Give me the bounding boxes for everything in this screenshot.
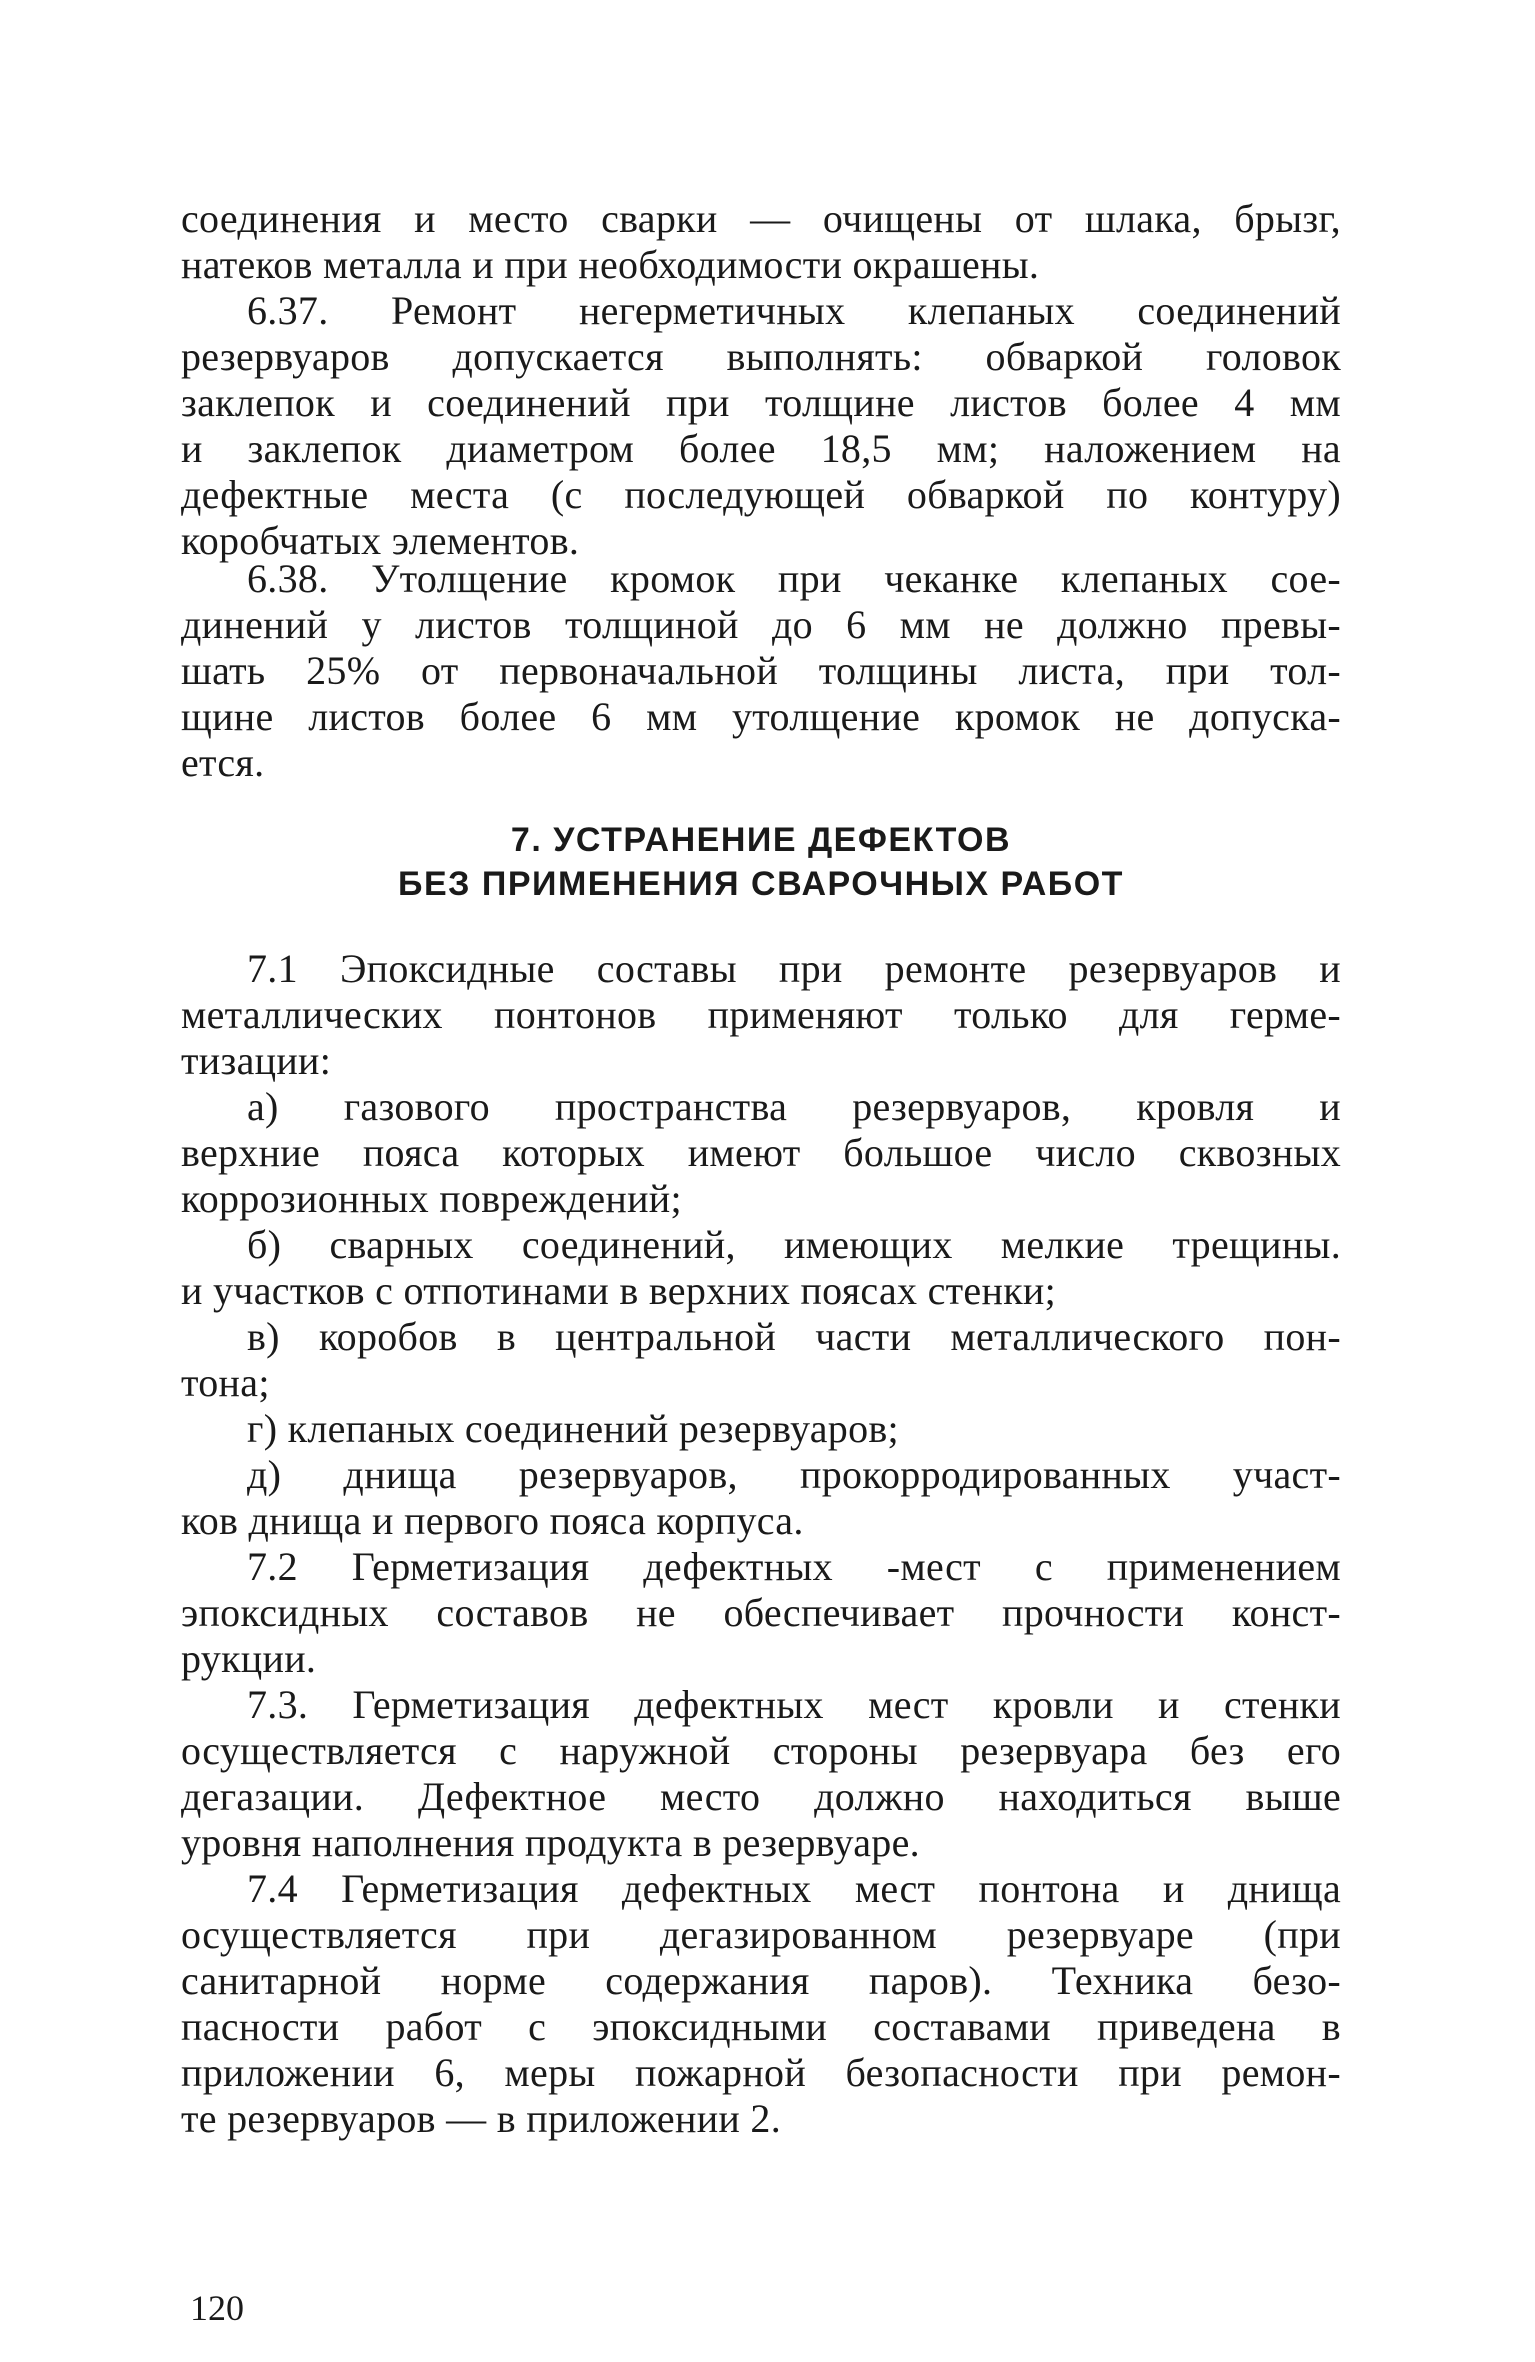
list-item-g <box>181 1406 1341 1452</box>
list-item-a <box>181 1084 1341 1222</box>
text-line: осуществляется с наружной стороны резервуара без его <box>181 1728 1341 1773</box>
text-line: коробчатых элементов. <box>181 518 580 563</box>
text-line: и заклепок диаметром более 18,5 мм; наложением на <box>181 426 1341 471</box>
text-line: в) коробов в центральной части металлического пон- <box>247 1314 1341 1359</box>
text-line: ков днища и первого пояса корпуса. <box>181 1498 804 1543</box>
paragraph-7-1 <box>181 946 1341 1084</box>
text-line: верхние пояса которых имеют большое число сквозных <box>181 1130 1341 1175</box>
text-line: 6.37. Ремонт негерметичных клепаных соединений <box>247 288 1341 333</box>
text-line: дефектные места (с последующей обваркой по контуру) <box>181 472 1341 517</box>
text-line: и участков с отпотинами в верхних поясах стенки; <box>181 1268 1057 1313</box>
paragraph-7-2 <box>181 1544 1341 1682</box>
text-line: щине листов более 6 мм утолщение кромок не допуска- <box>181 694 1341 739</box>
heading-line-2: БЕЗ ПРИМЕНЕНИЯ СВАРОЧНЫХ РАБОТ <box>398 865 1124 903</box>
text-line: резервуаров допускается выполнять: обваркой головок <box>181 334 1341 379</box>
text-line: соединения и место сварки — очищены от шлака, брызг, <box>181 196 1341 241</box>
list-item-d <box>181 1452 1341 1544</box>
text-line: тизации: <box>181 1038 332 1083</box>
text-line: 7.1 Эпоксидные составы при ремонте резервуаров и <box>247 946 1341 991</box>
text-line: заклепок и соединений при толщине листов более 4 мм <box>181 380 1341 425</box>
text-line: коррозионных повреждений; <box>181 1176 682 1221</box>
paragraph-continuation <box>181 196 1341 288</box>
text-line: приложении 6, меры пожарной безопасности при ремон- <box>181 2050 1341 2095</box>
text-line: те резервуаров — в приложении 2. <box>181 2096 782 2141</box>
text-line: б) сварных соединений, имеющих мелкие трещины. <box>247 1222 1341 1267</box>
text-line: шать 25% от первоначальной толщины листа, при тол- <box>181 648 1341 693</box>
list-item-b <box>181 1222 1341 1314</box>
text-line: 7.4 Герметизация дефектных мест понтона и днища <box>247 1866 1341 1911</box>
section-heading <box>181 818 1341 906</box>
text-line: эпоксидных составов не обеспечивает прочности конст- <box>181 1590 1341 1635</box>
text-line: тона; <box>181 1360 270 1405</box>
paragraph-6-37 <box>181 288 1341 564</box>
text-line: динений у листов толщиной до 6 мм не должно превы- <box>181 602 1341 647</box>
text-line: металлических понтонов применяют только для герме- <box>181 992 1341 1037</box>
text-line: а) газового пространства резервуаров, кровля и <box>247 1084 1341 1129</box>
text-line: осуществляется при дегазированном резервуаре (при <box>181 1912 1341 1957</box>
text-line: уровня наполнения продукта в резервуаре. <box>181 1820 920 1865</box>
text-line: 6.38. Утолщение кромок при чеканке клепаных сое- <box>247 556 1341 601</box>
text-line: дегазации. Дефектное место должно находиться выше <box>181 1774 1341 1819</box>
heading-line-1: 7. УСТРАНЕНИЕ ДЕФЕКТОВ <box>510 821 1012 859</box>
text-line: 7.3. Герметизация дефектных мест кровли и стенки <box>247 1682 1341 1727</box>
text-line: пасности работ с эпоксидными составами приведена в <box>181 2004 1341 2049</box>
text-line: ется. <box>181 740 265 785</box>
page-number: 120 <box>190 2288 244 2328</box>
paragraph-7-4 <box>181 1866 1341 2142</box>
text-line: рукции. <box>181 1636 317 1681</box>
text-line: г) клепаных соединений резервуаров; <box>247 1406 899 1451</box>
paragraph-7-3 <box>181 1682 1341 1866</box>
text-line: санитарной норме содержания паров). Техника безо- <box>181 1958 1341 2003</box>
text-line: 7.2 Герметизация дефектных -мест с применением <box>247 1544 1341 1589</box>
text-line: д) днища резервуаров, прокорродированных участ- <box>247 1452 1341 1497</box>
paragraph-6-38 <box>181 556 1341 786</box>
list-item-v <box>181 1314 1341 1406</box>
text-line: натеков металла и при необходимости окрашены. <box>181 242 1040 287</box>
